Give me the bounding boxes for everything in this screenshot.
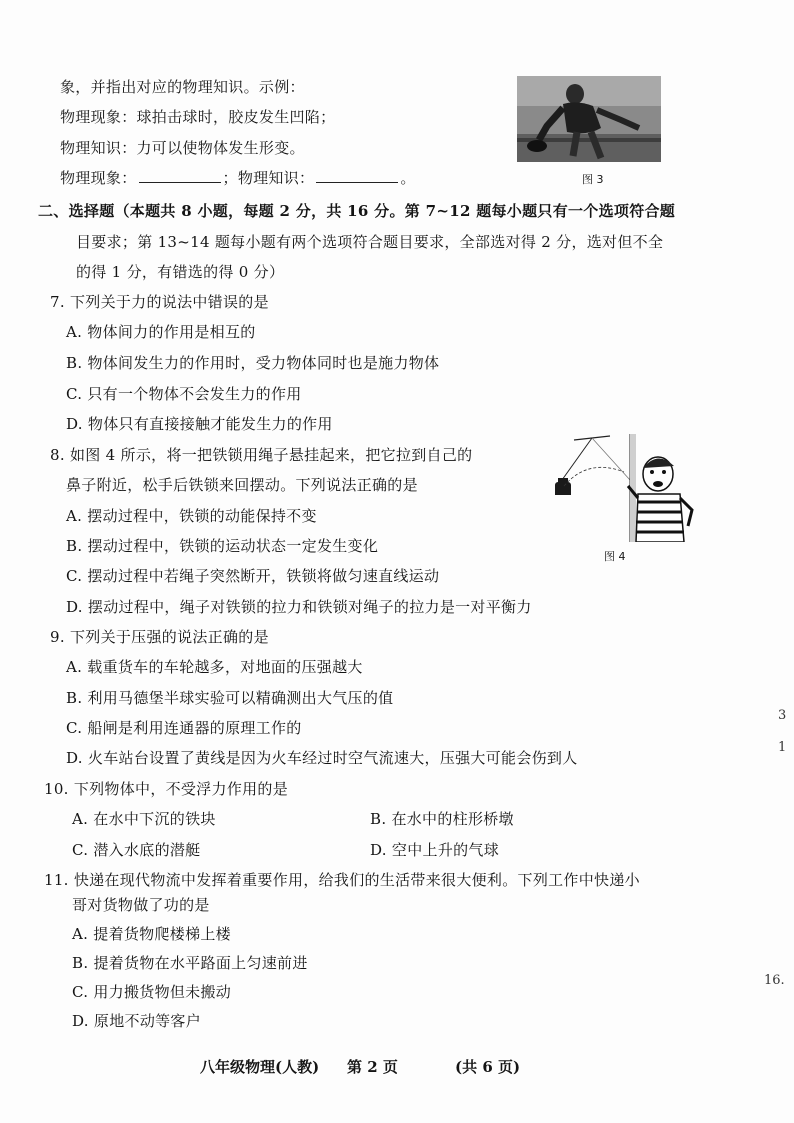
- q9-option-a: A. 载重货车的车轮越多，对地面的压强越大: [66, 658, 363, 676]
- q7-option-d: D. 物体只有直接接触才能发生力的作用: [66, 415, 333, 433]
- q11-option-a: A. 提着货物爬楼梯上楼: [72, 925, 231, 943]
- q6-fill-end: 。: [400, 169, 416, 187]
- q7-option-b: B. 物体间发生力的作用时，受力物体同时也是施力物体: [66, 354, 440, 372]
- q6-fill-knowledge-label: ；物理知识：: [222, 169, 315, 187]
- q7-option-c: C. 只有一个物体不会发生力的作用: [66, 385, 302, 403]
- edge-fragment-2: 1: [778, 740, 787, 755]
- figure-3-table-tennis-photo: [517, 76, 661, 162]
- q11-option-d: D. 原地不动等客户: [72, 1012, 202, 1030]
- q11-option-c: C. 用力搬货物但未搬动: [72, 983, 232, 1001]
- q9-stem: 9. 下列关于压强的说法正确的是: [50, 628, 269, 646]
- footer-subject: 八年级物理(人教): [200, 1058, 320, 1076]
- q9-option-c: C. 船闸是利用连通器的原理工作的: [66, 719, 302, 737]
- q6-example-phenomenon: 物理现象：球拍击球时，胶皮发生凹陷；: [60, 108, 336, 126]
- q6-fill-phenomenon-label: 物理现象：: [60, 169, 137, 187]
- q9-option-d: D. 火车站台设置了黄线是因为火车经过时空气流速大，压强大可能会伤到人: [66, 749, 578, 767]
- q8-stem-line2: 鼻子附近，松手后铁锁来回摆动。下列说法正确的是: [66, 476, 418, 494]
- footer-page-number: 第 2 页: [347, 1058, 398, 1076]
- section-2-title-line1: 二、选择题（本题共 8 小题，每题 2 分，共 16 分。第 7~12 题每小题只有一个选项符合题: [38, 202, 676, 220]
- q6-example-knowledge: 物理知识：力可以使物体发生形变。: [60, 139, 305, 157]
- q10-stem: 10. 下列物体中，不受浮力作用的是: [44, 780, 289, 798]
- q7-option-a: A. 物体间力的作用是相互的: [66, 323, 256, 341]
- q11-stem-line1: 11. 快递在现代物流中发挥着重要作用，给我们的生活带来很大便利。下列工作中快递小: [44, 871, 640, 889]
- q11-stem-line2: 哥对货物做了功的是: [72, 896, 210, 914]
- q10-option-c: C. 潜入水底的潜艇: [72, 841, 201, 859]
- figure-4-caption: 图 4: [604, 550, 626, 563]
- edge-fragment-3: 16.: [764, 973, 785, 988]
- q10-option-d: D. 空中上升的气球: [370, 841, 500, 859]
- q8-option-a: A. 摆动过程中，铁锁的动能保持不变: [66, 507, 317, 525]
- q6-fill-line: [60, 168, 416, 188]
- figure-4-pendulum-illustration: [548, 430, 696, 542]
- footer-total-pages: (共 6 页): [455, 1058, 521, 1076]
- q8-option-c: C. 摆动过程中若绳子突然断开，铁锁将做匀速直线运动: [66, 567, 440, 585]
- q8-option-b: B. 摆动过程中，铁锁的运动状态一定发生变化: [66, 537, 379, 555]
- section-2-title-line2: 目要求；第 13~14 题每小题有两个选项符合题目要求，全部选对得 2 分，选对但不全: [76, 233, 664, 251]
- q11-option-b: B. 提着货物在水平路面上匀速前进: [72, 954, 308, 972]
- q8-option-d: D. 摆动过程中，绳子对铁锁的拉力和铁锁对绳子的拉力是一对平衡力: [66, 598, 532, 616]
- q10-option-a: A. 在水中下沉的铁块: [72, 810, 216, 828]
- figure-3-caption: 图 3: [582, 173, 604, 186]
- q6-text-line1: 象，并指出对应的物理知识。示例：: [60, 78, 305, 96]
- q10-option-b: B. 在水中的柱形桥墩: [370, 810, 514, 828]
- q6-knowledge-blank[interactable]: [316, 168, 398, 183]
- q6-phenomenon-blank[interactable]: [139, 168, 221, 183]
- q9-option-b: B. 利用马德堡半球实验可以精确测出大气压的值: [66, 689, 394, 707]
- q8-stem-line1: 8. 如图 4 所示，将一把铁锁用绳子悬挂起来，把它拉到自己的: [50, 446, 473, 464]
- edge-fragment-1: 3: [778, 708, 787, 723]
- section-2-title-line3: 的得 1 分，有错选的得 0 分）: [76, 263, 285, 281]
- q7-stem: 7. 下列关于力的说法中错误的是: [50, 293, 269, 311]
